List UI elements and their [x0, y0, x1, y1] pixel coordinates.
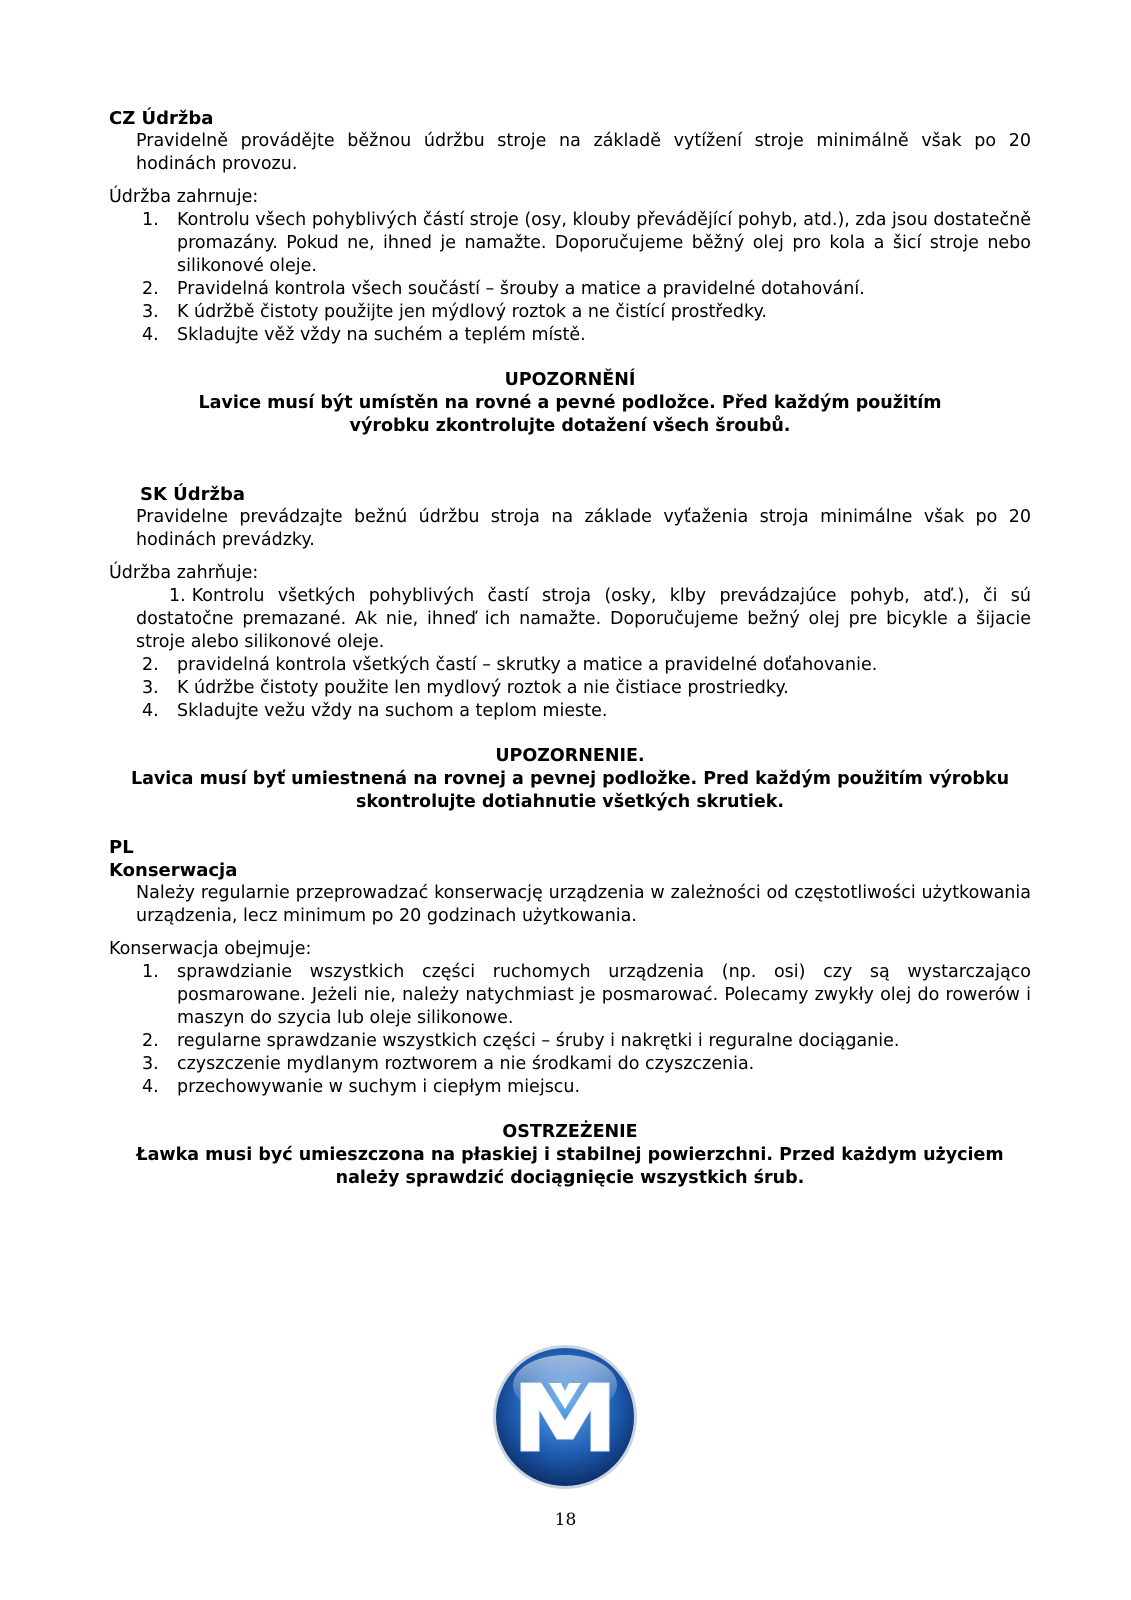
section-sk [109, 483, 1031, 814]
document-page [109, 107, 1031, 1190]
section-intro: Pravidelně provádějte běžnou údržbu stroje na základě vytížení stroje minimálně však po 20 hodinách provozu. [136, 131, 1031, 174]
list-item: 4. Skladujte věž vždy na suchém a teplém místě. [142, 325, 586, 345]
section-intro: Należy regularnie przeprowadzać konserwację urządzenia w zależności od częstotliwości użytkowania urządzenia, lecz minimum po 20 godzinach użytkowania. [136, 883, 1031, 926]
section-intro: Pravidelne prevádzajte bežnú údržbu stroja na základe vyťaženia stroja minimálne však po 20 hodinách prevádzky. [136, 507, 1031, 550]
list-item: 4. Skladujte vežu vždy na suchom a teplom mieste. [142, 701, 608, 721]
warning-title: OSTRZEŻENIE [502, 1122, 638, 1142]
list-item: 1. Kontrolu všech pohyblivých částí stroje (osy, klouby převádějící pohyb, atd.), zda jsou dostatečně promazány. Pokud ne, ihned je namažte. Doporučujeme běžný olej pro kola a šicí stroje nebo silikonové oleje. [142, 210, 1031, 276]
warning-title: UPOZORNENIE. [495, 746, 645, 766]
brand-logo-icon [491, 1343, 639, 1491]
list-item: 3. K údržbe čistoty použite len mydlový roztok a nie čistiace prostriedky. [142, 678, 789, 698]
warning-text: Lavica musí byť umiestnená na rovnej a pevnej podložke. Pred každým použitím výrobku skontrolujte dotiahnutie všetkých skrutiek. [130, 769, 1010, 812]
section-heading: SK Údržba [140, 484, 246, 505]
list-item: 3. czyszczenie mydlanym roztworem a nie środkami do czyszczenia. [142, 1054, 755, 1074]
warning-text: Ławka musi być umieszczona na płaskiej i stabilnej powierzchni. Przed każdym użyciem należy sprawdzić dociągnięcie wszystkich śrub. [136, 1145, 1004, 1188]
page-number: 18 [554, 1510, 577, 1530]
list-lead: Konserwacja obejmuje: [109, 939, 312, 959]
list-lead: Údržba zahrnuje: [109, 187, 259, 207]
list-lead: Údržba zahrňuje: [109, 563, 259, 583]
section-cz [109, 107, 1031, 438]
list-item: 4. przechowywanie w suchym i ciepłym miejscu. [142, 1077, 581, 1097]
maintenance-list [109, 585, 1031, 723]
maintenance-list [109, 209, 1031, 347]
list-item: 3. K údržbě čistoty použijte jen mýdlový roztok a ne čistící prostředky. [142, 302, 767, 322]
warning-title: UPOZORNĚNÍ [504, 370, 636, 390]
warning-text: Lavice musí být umístěn na rovné a pevné podložce. Před každým použitím výrobku zkontrolujte dotažení všech šroubů. [198, 393, 942, 436]
list-item: 1. sprawdzianie wszystkich części ruchomych urządzenia (np. osi) czy są wystarczająco posmarowane. Jeżeli nie, należy natychmiast je posmarować. Polecamy zwykły olej do rowerów i maszyn do szycia lub oleje silikonowe. [142, 962, 1031, 1028]
section-heading: Konserwacja [109, 860, 238, 881]
section-heading: CZ Údržba [109, 108, 214, 129]
section-pl [109, 836, 1031, 1190]
list-item: 2. regularne sprawdzanie wszystkich części – śruby i nakrętki i reguralne dociąganie. [142, 1031, 900, 1051]
list-item: 2. pravidelná kontrola všetkých častí – skrutky a matice a pravidelné doťahovanie. [142, 655, 878, 675]
list-item: 1. Kontrolu všetkých pohyblivých častí stroja (osky, klby prevádzajúce pohyb, atď.), či sú dostatočne premazané. Ak nie, ihneď ich namažte. Doporučujeme bežný olej pre bicykle a šijacie stroje alebo silikonové oleje. [136, 586, 1031, 652]
maintenance-list [109, 961, 1031, 1099]
section-lang: PL [109, 837, 134, 858]
list-item: 2. Pravidelná kontrola všech součástí – šrouby a matice a pravidelné dotahování. [142, 279, 865, 299]
